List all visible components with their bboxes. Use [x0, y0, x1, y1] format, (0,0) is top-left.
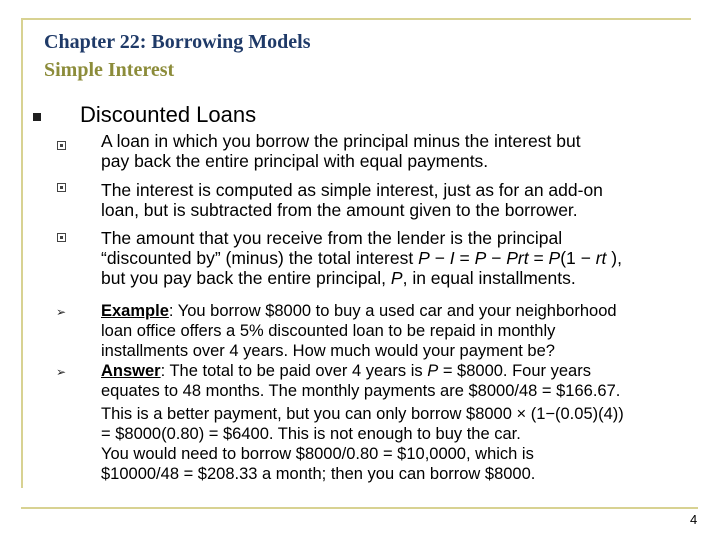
checkbox-bullet-icon	[57, 141, 66, 150]
example-block	[101, 301, 691, 361]
point-2-line-1: The interest is computed as simple interest, just as for an add-on	[101, 180, 603, 200]
slide-subtitle: Simple Interest	[44, 59, 175, 81]
answer-line-3: This is a better payment, but you can only borrow $8000 × (1−(0.05)(4))	[101, 405, 624, 423]
frame-bottom-rule	[21, 507, 698, 509]
example-line-3: installments over 4 years. How much would your payment be?	[101, 342, 555, 360]
answer-label: Answer	[101, 362, 161, 380]
point-2	[101, 180, 691, 220]
answer-line-4: = $8000(0.80) = $6400. This is not enough to buy the car.	[101, 425, 521, 443]
page-number: 4	[690, 512, 698, 527]
point-1	[101, 131, 691, 171]
frame-left-rule	[21, 18, 23, 488]
example-label: Example	[101, 302, 169, 320]
example-line-1: Example: You borrow $8000 to buy a used car and your neighborhood	[101, 302, 617, 320]
point-1-line-2: pay back the entire principal with equal payments.	[101, 151, 489, 171]
point-3	[101, 228, 691, 288]
arrow-bullet-icon: ➢	[56, 305, 67, 319]
point-1-line-1: A loan in which you borrow the principal minus the interest but	[101, 131, 581, 151]
point-2-line-2: loan, but is subtracted from the amount given to the borrower.	[101, 200, 578, 220]
square-bullet-icon	[33, 113, 41, 121]
checkbox-bullet-icon	[57, 183, 66, 192]
answer-line-6: $10000/48 = $208.33 a month; then you can borrow $8000.	[101, 465, 536, 483]
answer-line-2: equates to 48 months. The monthly payments are $8000/48 = $166.67.	[101, 382, 621, 400]
checkbox-bullet-icon	[57, 233, 66, 242]
answer-line-1: Answer: The total to be paid over 4 years is P = $8000. Four years	[101, 362, 591, 380]
section-heading: Discounted Loans	[80, 102, 257, 127]
point-3-line-2: “discounted by” (minus) the total interest P − I = P − Prt = P(1 − rt ),	[101, 248, 622, 268]
point-3-line-3: but you pay back the entire principal, P, in equal installments.	[101, 268, 576, 288]
example-line-2: loan office offers a 5% discounted loan to be repaid in monthly	[101, 322, 556, 340]
answer-block	[101, 361, 691, 484]
answer-line-5: You would need to borrow $8000/0.80 = $10,0000, which is	[101, 445, 534, 463]
slide-title: Chapter 22: Borrowing Models	[44, 31, 311, 53]
frame-top-rule	[21, 18, 691, 20]
point-3-line-1: The amount that you receive from the lender is the principal	[101, 228, 563, 248]
arrow-bullet-icon: ➢	[56, 365, 67, 379]
